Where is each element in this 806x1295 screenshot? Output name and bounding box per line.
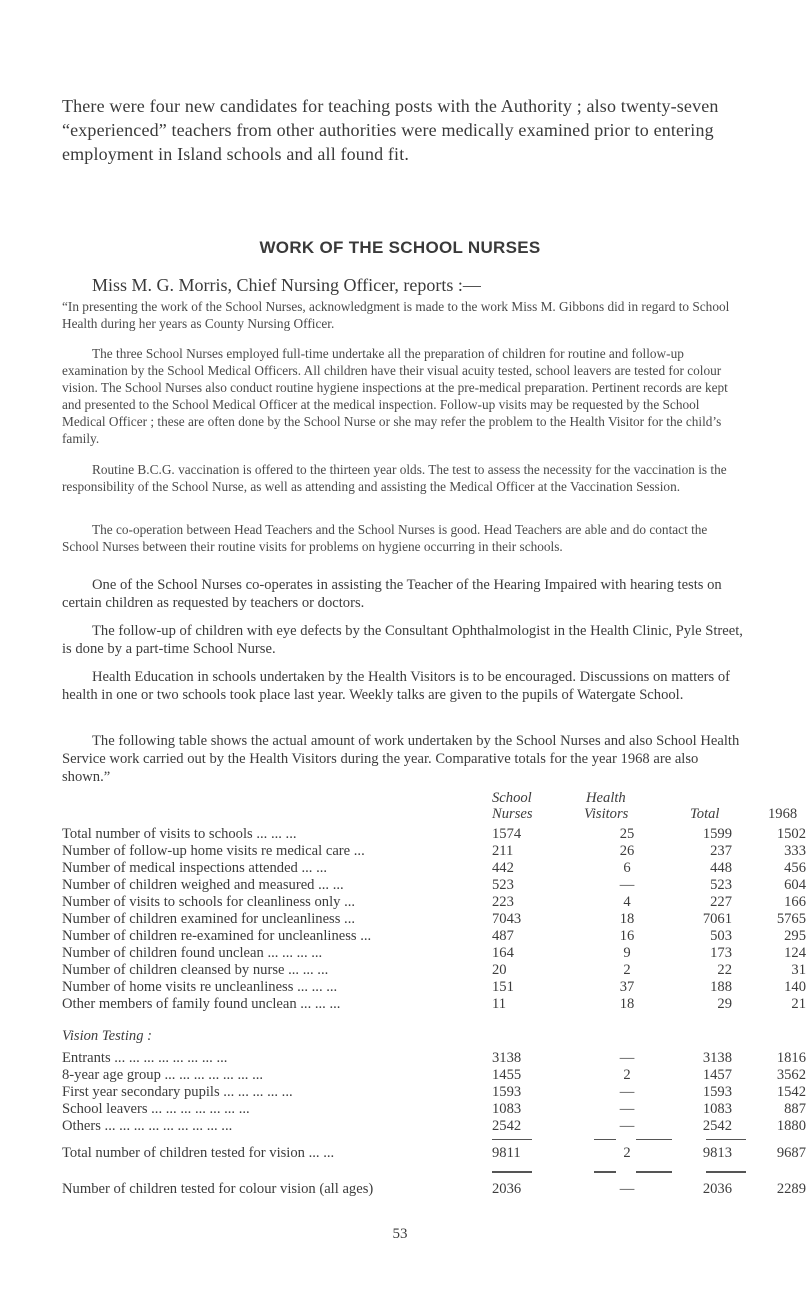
table-row (62, 1050, 806, 1067)
row-label: Number of follow-up home visits re medical care ... (62, 843, 365, 859)
table-row (62, 843, 806, 860)
cell-1968: 1816 (776, 1050, 806, 1066)
cell-1968: 31 (791, 962, 806, 978)
cell-1968: 140 (784, 979, 806, 995)
row-label: Entrants ... ... ... ... ... ... ... ... (62, 1050, 228, 1066)
header-nurses: Nurses (492, 806, 533, 822)
paragraph-table-intro: The following table shows the actual amount of work undertaken by the School Nurses and also School Health Service work carried out by the Health Visitors during the year. Comparative totals for the year 1968 are also shown.” (62, 733, 740, 785)
cell-visitors: 37 (619, 979, 635, 995)
cell-total: 29 (717, 996, 732, 1012)
table-row (62, 877, 806, 894)
vision-testing-label: Vision Testing : (62, 1028, 153, 1044)
cell-nurses: 442 (492, 860, 514, 876)
cell-visitors: — (619, 1084, 635, 1100)
cell-visitors: — (619, 1181, 635, 1197)
cell-visitors: — (619, 1101, 635, 1117)
cell-1968: 295 (784, 928, 806, 944)
cell-1968: 1502 (776, 826, 806, 842)
cell-visitors: 2 (623, 962, 631, 978)
cell-total: 3138 (702, 1050, 732, 1066)
table-row (62, 945, 806, 962)
cell-nurses: 223 (492, 894, 514, 910)
row-label: Other members of family found unclean ... ... ... (62, 996, 341, 1012)
total-rule (636, 1171, 672, 1173)
cell-nurses: 2542 (492, 1118, 522, 1134)
cell-total: 9813 (702, 1145, 732, 1161)
cell-1968: 9687 (776, 1145, 806, 1161)
cell-nurses: 151 (492, 979, 514, 995)
cell-1968: 2289 (776, 1181, 806, 1197)
table-row (62, 1101, 806, 1118)
section-heading: WORK OF THE SCHOOL NURSES (259, 238, 541, 257)
row-label: Number of children examined for uncleanliness ... (62, 911, 355, 927)
row-label: Total number of children tested for vision ... ... (62, 1145, 335, 1161)
cell-total: 523 (710, 877, 732, 893)
cell-total: 188 (710, 979, 732, 995)
cell-visitors: 4 (623, 894, 631, 910)
cell-nurses: 20 (492, 962, 507, 978)
paragraph-nurses-duties: The three School Nurses employed full-time undertake all the preparation of children for routine and follow-up examination by the School Medical Officers. All children have their visual acuity tested, school leavers are tested for colour vision. The School Nurses also conduct routine hygiene inspections at the pre-medical preparation. Pertinent records are kept and presented to the School Medical Officer at the medical inspection. Follow-up visits may be requested by the School Medical Officer ; these are often done by the School Nurse or she may refer the problem to the Health Visitor for the child’s family. (62, 346, 728, 446)
cell-visitors: 16 (619, 928, 635, 944)
row-label: Number of children re-examined for uncleanliness ... (62, 928, 372, 944)
cell-visitors: 18 (619, 996, 635, 1012)
report-byline: Miss M. G. Morris, Chief Nursing Officer, reports :— (92, 275, 481, 295)
cell-nurses: 2036 (492, 1181, 522, 1197)
total-rule (492, 1171, 532, 1173)
header-1968: 1968 (768, 806, 798, 822)
cell-total: 1083 (702, 1101, 732, 1117)
total-rule (594, 1171, 616, 1173)
table-row (62, 911, 806, 928)
cell-1968: 333 (784, 843, 806, 859)
cell-1968: 124 (784, 945, 806, 961)
cell-nurses: 523 (492, 877, 514, 893)
cell-visitors: — (619, 1050, 635, 1066)
cell-nurses: 1455 (492, 1067, 522, 1083)
table-row (62, 996, 806, 1013)
cell-total: 227 (710, 894, 732, 910)
cell-nurses: 211 (492, 843, 514, 859)
paragraph-presenting: “In presenting the work of the School Nurses, acknowledgment is made to the work Miss M. Gibbons did in regard to School Health during her years as County Nursing Officer. (62, 299, 730, 331)
cell-nurses: 7043 (492, 911, 522, 927)
cell-nurses: 164 (492, 945, 514, 961)
cell-visitors: — (619, 877, 635, 893)
table-row (62, 1067, 806, 1084)
cell-1968: 166 (784, 894, 806, 910)
row-label: Number of visits to schools for cleanliness only ... (62, 894, 356, 910)
cell-1968: 21 (791, 996, 806, 1012)
cell-total: 1593 (702, 1084, 732, 1100)
vision-total-row (62, 1145, 806, 1162)
cell-1968: 604 (784, 877, 806, 893)
paragraph-hearing: One of the School Nurses co-operates in assisting the Teacher of the Hearing Impaired with hearing tests on certain children as requested by teachers or doctors. (62, 577, 722, 611)
header-school: School (492, 790, 532, 806)
row-label: Number of children cleansed by nurse ... ... ... (62, 962, 329, 978)
cell-total: 7061 (702, 911, 732, 927)
row-label: Number of home visits re uncleanliness ... ... ... (62, 979, 338, 995)
intro-paragraph: There were four new candidates for teaching posts with the Authority ; also twenty-seven “experienced” teachers from other authorities were medically examined prior to entering employment in Island schools and all found fit. (62, 96, 719, 164)
cell-1968: 887 (784, 1101, 806, 1117)
table-row (62, 1084, 806, 1101)
sum-rule (636, 1139, 672, 1140)
cell-visitors: 18 (619, 911, 635, 927)
row-label: Total number of visits to schools ... ... ... (62, 826, 297, 842)
cell-1968: 3562 (776, 1067, 806, 1083)
cell-total: 1457 (702, 1067, 732, 1083)
paragraph-bcg: Routine B.C.G. vaccination is offered to the thirteen year olds. The test to assess the necessity for the vaccination is the responsibility of the School Nurse, as well as attending and assisting the Medical Officer at the Vaccination Session. (62, 462, 727, 494)
paragraph-eye-defects: The follow-up of children with eye defects by the Consultant Ophthalmologist in the Health Clinic, Pyle Street, is done by a part-time School Nurse. (62, 623, 743, 657)
total-rule (706, 1171, 746, 1173)
page-number: 53 (392, 1226, 408, 1242)
cell-total: 1599 (702, 826, 732, 842)
sum-rule (594, 1139, 616, 1140)
header-total: Total (690, 806, 720, 822)
table-row (62, 962, 806, 979)
cell-visitors: 2 (623, 1067, 631, 1083)
sum-rule (492, 1139, 532, 1140)
row-label: Number of children tested for colour vision (all ages) (62, 1181, 374, 1197)
row-label: School leavers ... ... ... ... ... ... ... (62, 1101, 250, 1117)
cell-visitors: 25 (619, 826, 635, 842)
paragraph-cooperation: The co-operation between Head Teachers and the School Nurses is good. Head Teachers are able and do contact the School Nurses between their routine visits for problems on hygiene occurring in their schools. (62, 522, 708, 554)
row-label: Number of children weighed and measured ... ... (62, 877, 344, 893)
header-health: Health (586, 790, 626, 806)
cell-nurses: 1083 (492, 1101, 522, 1117)
row-label: First year secondary pupils ... ... ... ... ... (62, 1084, 293, 1100)
sum-rule (706, 1139, 746, 1140)
cell-1968: 1880 (776, 1118, 806, 1134)
cell-total: 2036 (702, 1181, 732, 1197)
table-row (62, 1118, 806, 1135)
cell-visitors: 2 (623, 1145, 631, 1161)
cell-nurses: 1593 (492, 1084, 522, 1100)
cell-visitors: 6 (623, 860, 631, 876)
row-label: Number of children found unclean ... ... ... ... (62, 945, 323, 961)
cell-total: 22 (717, 962, 732, 978)
paragraph-health-education: Health Education in schools undertaken by the Health Visitors is to be encouraged. Discussions on matters of health in one or two schools took place last year. Weekly talks are given to the pupils of Watergate School. (62, 669, 731, 703)
cell-total: 503 (710, 928, 732, 944)
cell-nurses: 3138 (492, 1050, 522, 1066)
cell-1968: 456 (784, 860, 806, 876)
cell-visitors: 9 (623, 945, 631, 961)
table-row (62, 928, 806, 945)
cell-nurses: 9811 (492, 1145, 521, 1161)
cell-visitors: 26 (619, 843, 635, 859)
cell-total: 237 (710, 843, 732, 859)
cell-nurses: 11 (492, 996, 507, 1012)
cell-total: 448 (710, 860, 732, 876)
table-row (62, 826, 806, 843)
colour-vision-row (62, 1181, 806, 1198)
row-label: 8-year age group ... ... ... ... ... ... ... (62, 1067, 264, 1083)
row-label: Others ... ... ... ... ... ... ... ... ... (62, 1118, 233, 1134)
header-visitors: Visitors (584, 806, 629, 822)
cell-nurses: 487 (492, 928, 514, 944)
table-row (62, 860, 806, 877)
table-row (62, 979, 806, 996)
row-label: Number of medical inspections attended ... ... (62, 860, 328, 876)
cell-total: 2542 (702, 1118, 732, 1134)
table-row (62, 894, 806, 911)
cell-visitors: — (619, 1118, 635, 1134)
cell-1968: 5765 (776, 911, 806, 927)
cell-nurses: 1574 (492, 826, 522, 842)
cell-1968: 1542 (776, 1084, 806, 1100)
cell-total: 173 (710, 945, 732, 961)
